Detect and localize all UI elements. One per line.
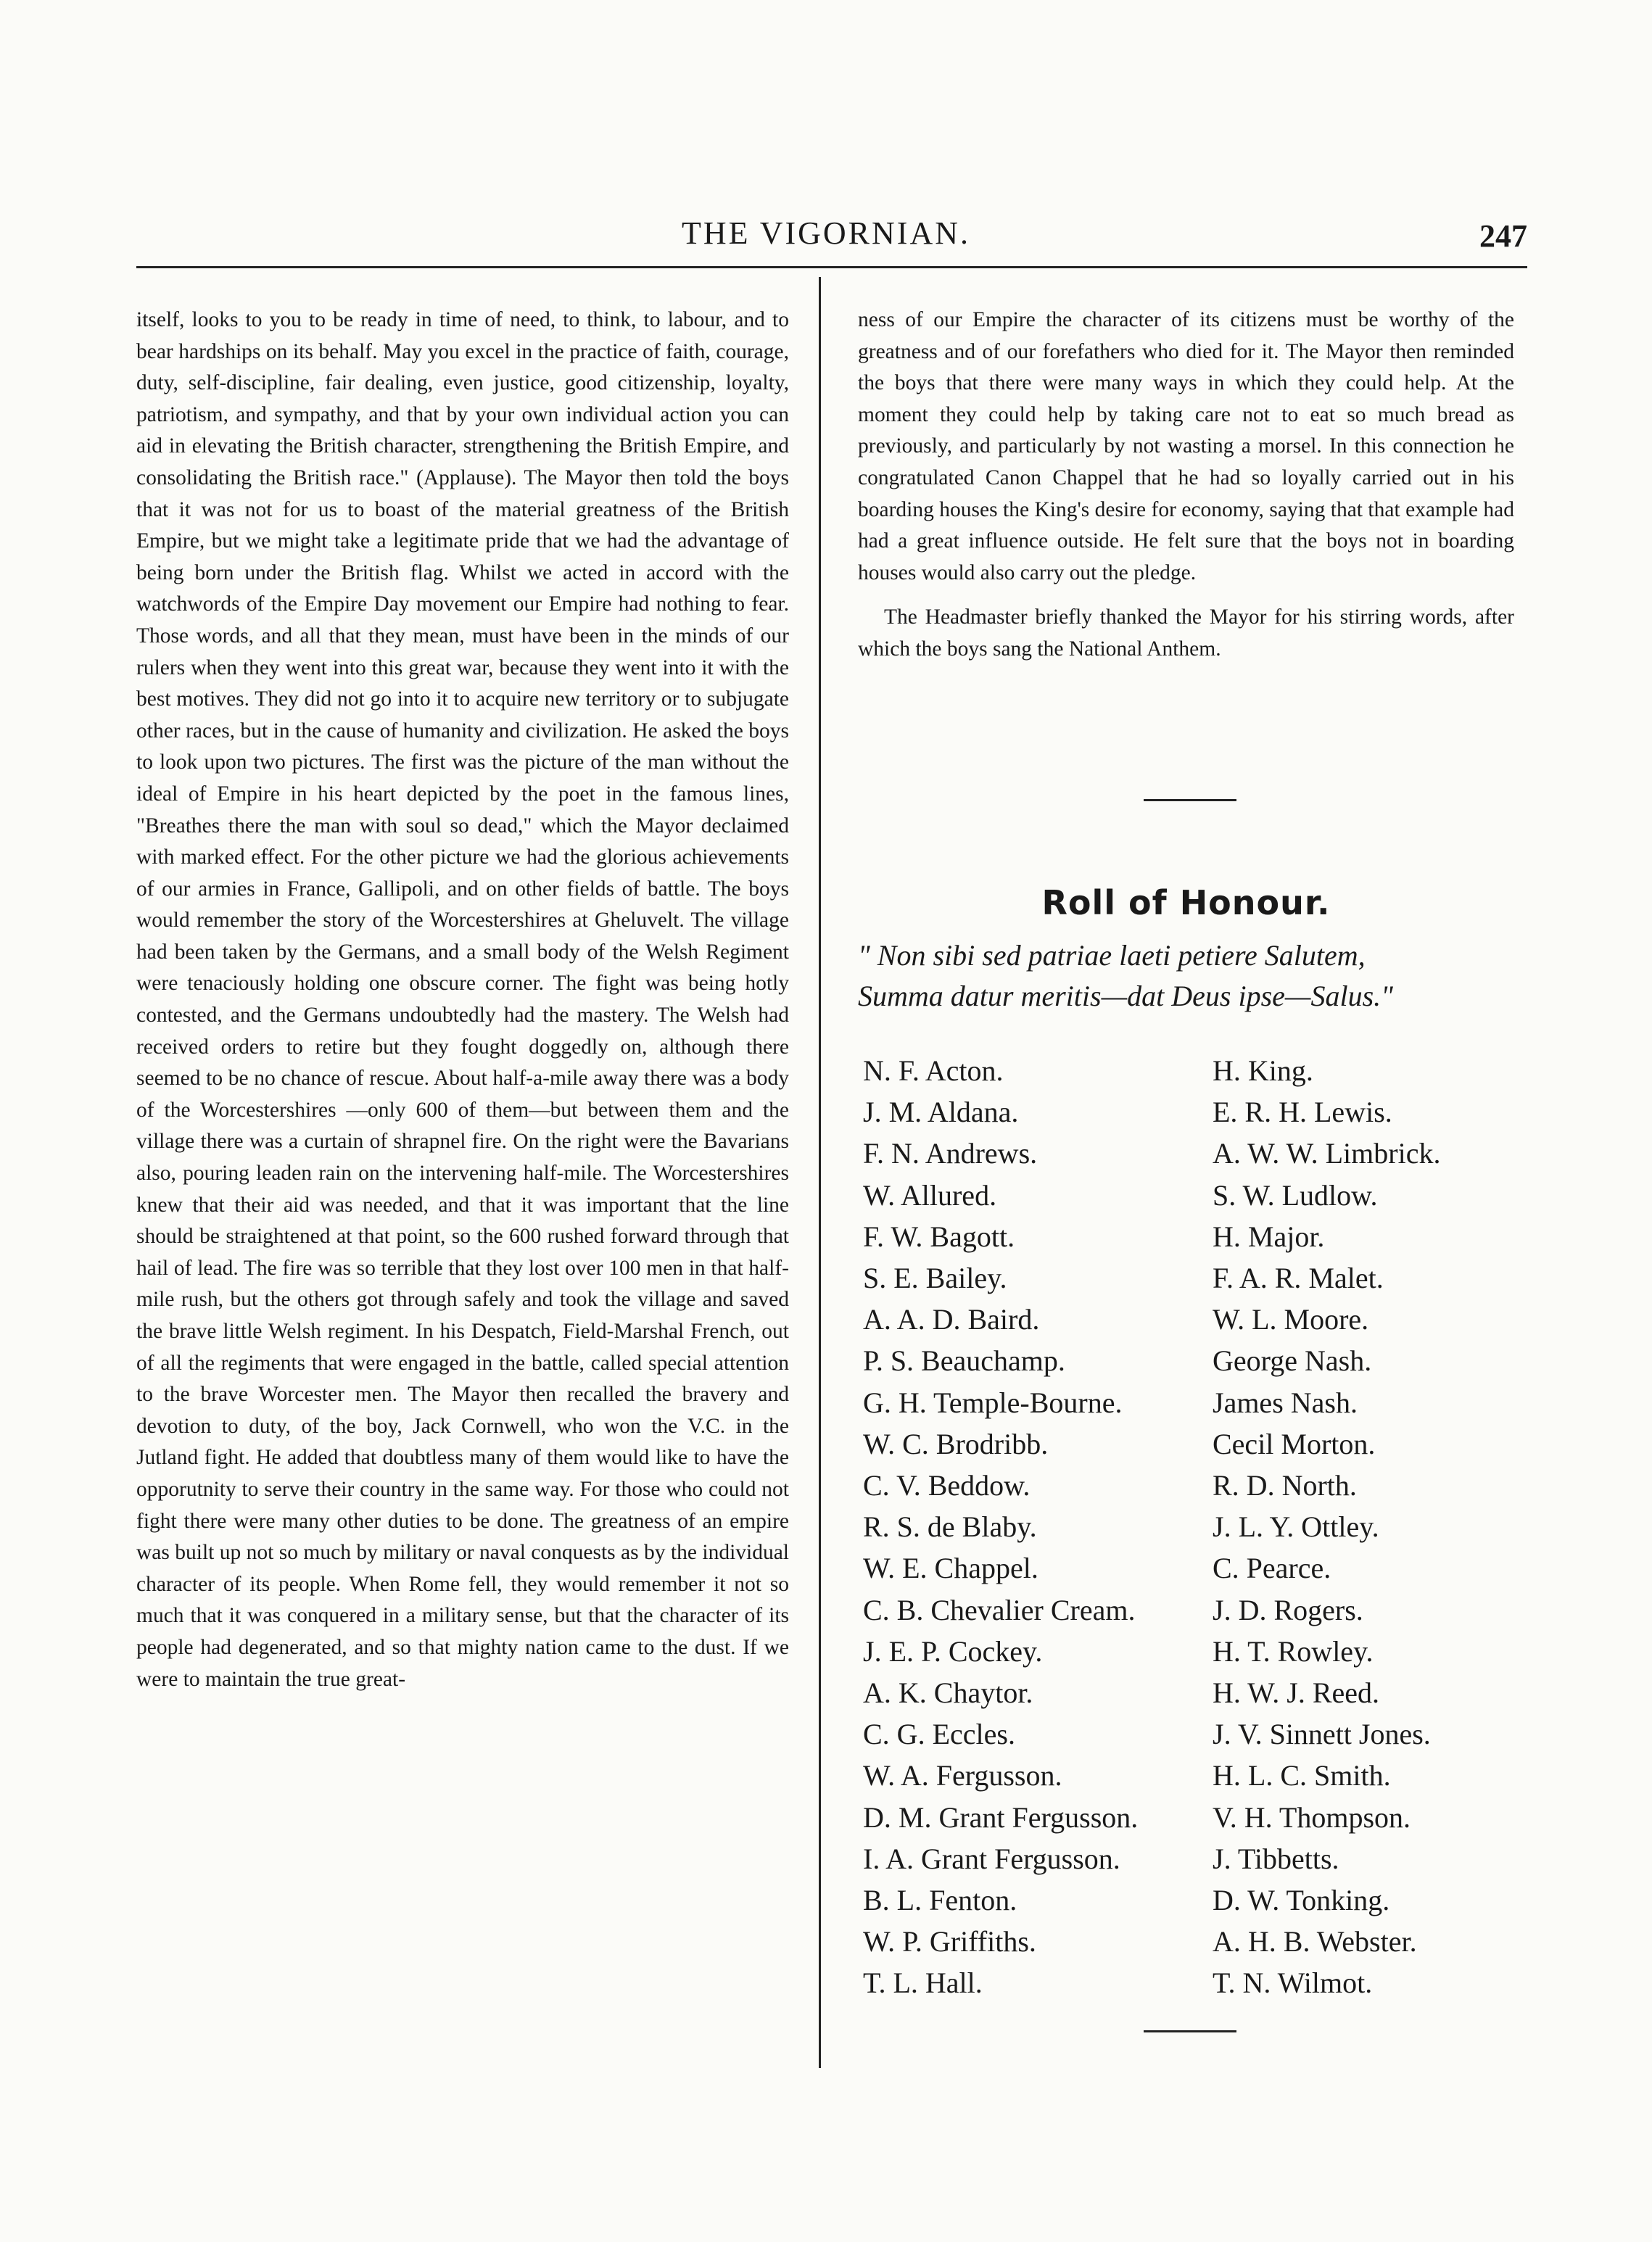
roll-name: S. E. Bailey. [863, 1262, 1007, 1295]
roll-name: W. Allured. [863, 1178, 997, 1212]
roll-name: J. Tibbetts. [1213, 1842, 1339, 1875]
roll-name: A. W. W. Limbrick. [1213, 1137, 1441, 1170]
roll-name: R. S. de Blaby. [863, 1510, 1037, 1544]
column-divider [819, 277, 821, 2068]
roll-name: H. King. [1213, 1054, 1313, 1087]
roll-name: B. L. Fenton. [863, 1884, 1017, 1917]
right-column-paragraph-2: The Headmaster briefly thanked the Mayor for his stirring words, after which the boys sang the National Anthem. [858, 605, 1514, 661]
header-rule [136, 266, 1527, 268]
roll-name: J. L. Y. Ottley. [1213, 1510, 1379, 1544]
page-number: 247 [1479, 218, 1527, 254]
roll-name: R. D. North. [1213, 1469, 1357, 1502]
right-column [858, 305, 1514, 666]
roll-name: H. T. Rowley. [1213, 1634, 1374, 1668]
roll-name: C. V. Beddow. [863, 1469, 1031, 1502]
roll-name: F. W. Bagott. [863, 1220, 1015, 1253]
roll-name: W. C. Brodribb. [863, 1427, 1049, 1460]
roll-of-honour-title: Roll of Honour. [1041, 883, 1331, 922]
roll-name: C. Pearce. [1213, 1552, 1331, 1585]
left-column [136, 305, 789, 1695]
running-header-title: THE VIGORNIAN. [681, 215, 971, 251]
roll-name: A. A. D. Baird. [863, 1303, 1040, 1336]
roll-name: J. M. Aldana. [863, 1096, 1019, 1129]
roll-name: G. H. Temple-Bourne. [863, 1386, 1123, 1419]
roll-name: J. V. Sinnett Jones. [1213, 1718, 1431, 1751]
roll-name: H. Major. [1213, 1220, 1325, 1253]
roll-name: Cecil Morton. [1213, 1427, 1376, 1460]
roll-names-right-column [1213, 1050, 1440, 2004]
roll-name: S. W. Ludlow. [1213, 1178, 1378, 1212]
roll-name: D. W. Tonking. [1213, 1884, 1390, 1917]
roll-name: P. S. Beauchamp. [863, 1344, 1065, 1378]
roll-name: A. K. Chaytor. [863, 1676, 1033, 1710]
roll-name: J. D. Rogers. [1213, 1593, 1363, 1626]
roll-name: F. A. R. Malet. [1213, 1262, 1384, 1295]
motto-line-1: " Non sibi sed patriae laeti petiere Salutem, [858, 939, 1366, 972]
roll-name: N. F. Acton. [863, 1054, 1004, 1087]
right-column-paragraph-1: ness of our Empire the character of its citizens must be worthy of the greatness and of our forefathers who died for it. The Mayor then reminded the boys that there were many ways in which they could help. At the moment they could help by taking care not to eat so much bread as previously, and particularly by not wasting a morsel. In this connection he congratulated Canon Chappel that he had so loyally carried out in his boarding houses the King's desire for economy, saying that that example had had a great influence outside. He felt sure that the boys not in boarding houses would also carry out the pledge. [858, 308, 1514, 584]
roll-name: George Nash. [1213, 1344, 1372, 1378]
roll-name: A. H. B. Webster. [1213, 1925, 1417, 1958]
roll-name: J. E. P. Cockey. [863, 1634, 1043, 1668]
roll-name: W. L. Moore. [1213, 1303, 1369, 1336]
roll-name: C. G. Eccles. [863, 1718, 1015, 1751]
roll-name: T. L. Hall. [863, 1966, 983, 2000]
roll-name: H. W. J. Reed. [1213, 1676, 1379, 1710]
roll-name: D. M. Grant Fergusson. [863, 1800, 1139, 1834]
roll-name: F. N. Andrews. [863, 1137, 1038, 1170]
roll-name: C. B. Chevalier Cream. [863, 1593, 1136, 1626]
roll-name: H. L. C. Smith. [1213, 1759, 1391, 1792]
roll-name: E. R. H. Lewis. [1213, 1096, 1392, 1129]
end-divider-rule [1144, 2030, 1236, 2032]
roll-name: V. H. Thompson. [1213, 1800, 1411, 1834]
roll-names-left-column [863, 1050, 1138, 2004]
motto-line-2: Summa datur meritis—dat Deus ipse—Salus." [858, 980, 1393, 1012]
roll-name: W. A. Fergusson. [863, 1759, 1062, 1792]
roll-name: W. E. Chappel. [863, 1552, 1038, 1585]
roll-name: T. N. Wilmot. [1213, 1966, 1373, 2000]
roll-name: W. P. Griffiths. [863, 1925, 1036, 1958]
roll-name: I. A. Grant Fergusson. [863, 1842, 1120, 1875]
latin-motto [858, 935, 1514, 1017]
roll-name: James Nash. [1213, 1386, 1358, 1419]
left-column-text: itself, looks to you to be ready in time of need, to think, to labour, and to bear hardships on its behalf. May you excel in the practice of faith, courage, duty, self-discipline, fair dealing, even justice, good citizenship, loyalty, patriotism, and sympathy, and that by your own individual action you can aid in elevating the British character, strengthening the British Empire, and consolidating the British race." (Applause). The Mayor then told the boys that it was not for us to boast of the material greatness of the British Empire, but we might take a legitimate pride that we had the advantage of being born under the British flag. Whilst we acted in accord with the watchwords of the Empire Day movement our Empire had nothing to fear. Those words, and all that they mean, must have been in the minds of our rulers when they went into this great war, because they went into it with the best motives. They did not go into it to acquire new territory or to subjugate other races, but in the cause of humanity and civilization. He asked the boys to look upon two pictures. The first was the picture of the man without the ideal of Empire in his heart depicted by the poet in the famous lines, "Breathes there the man with soul so dead," which the Mayor declaimed with marked effect. For the other picture we had the glorious achievements of our armies in France, Gallipoli, and on other fields of battle. The boys would remember the story of the Worcestershires at Gheluvelt. The village had been taken by the Germans, and a small body of the Welsh Regiment were tenaciously holding one obscure corner. The fight was being hotly contested, and the Germans undoubtedly had the mastery. The Welsh had received orders to retire but they fought doggedly on, although there seemed to be no chance of rescue. About half-a-mile away there was a body of the Worcestershires —only 600 of them—but between them and the village there was a curtain of shrapnel fire. On the right were the Bavarians also, pouring leaden rain on the intervening half-mile. The Worcestershires knew that their aid was needed, and that it was important that the line should be straightened at that point, so the 600 rushed forward through that hail of lead. The fire was so terrible that they lost over 100 men in that half-mile rush, but the others got through safely and took the village and saved the brave little Welsh regiment. In his Despatch, Field-Marshal French, out of all the regiments that were engaged in the battle, called special attention to the brave Worcester men. The Mayor then recalled the bravery and devotion to duty, of the boy, Jack Cornwell, who won the V.C. in the Jutland fight. He added that doubtless many of them would like to have the opporutnity to serve their country in the same way. For those who could not fight there were many other duties to be done. The greatness of an empire was built up not so much by military or naval conquests as by the individual character of its people. When Rome fell, they would remember it not so much that it was conquered in a military sense, but that the character of its people had degenerated, and so that mighty nation came to the dust. If we were to maintain the true great- [136, 308, 789, 1691]
section-divider-rule [1144, 799, 1236, 801]
